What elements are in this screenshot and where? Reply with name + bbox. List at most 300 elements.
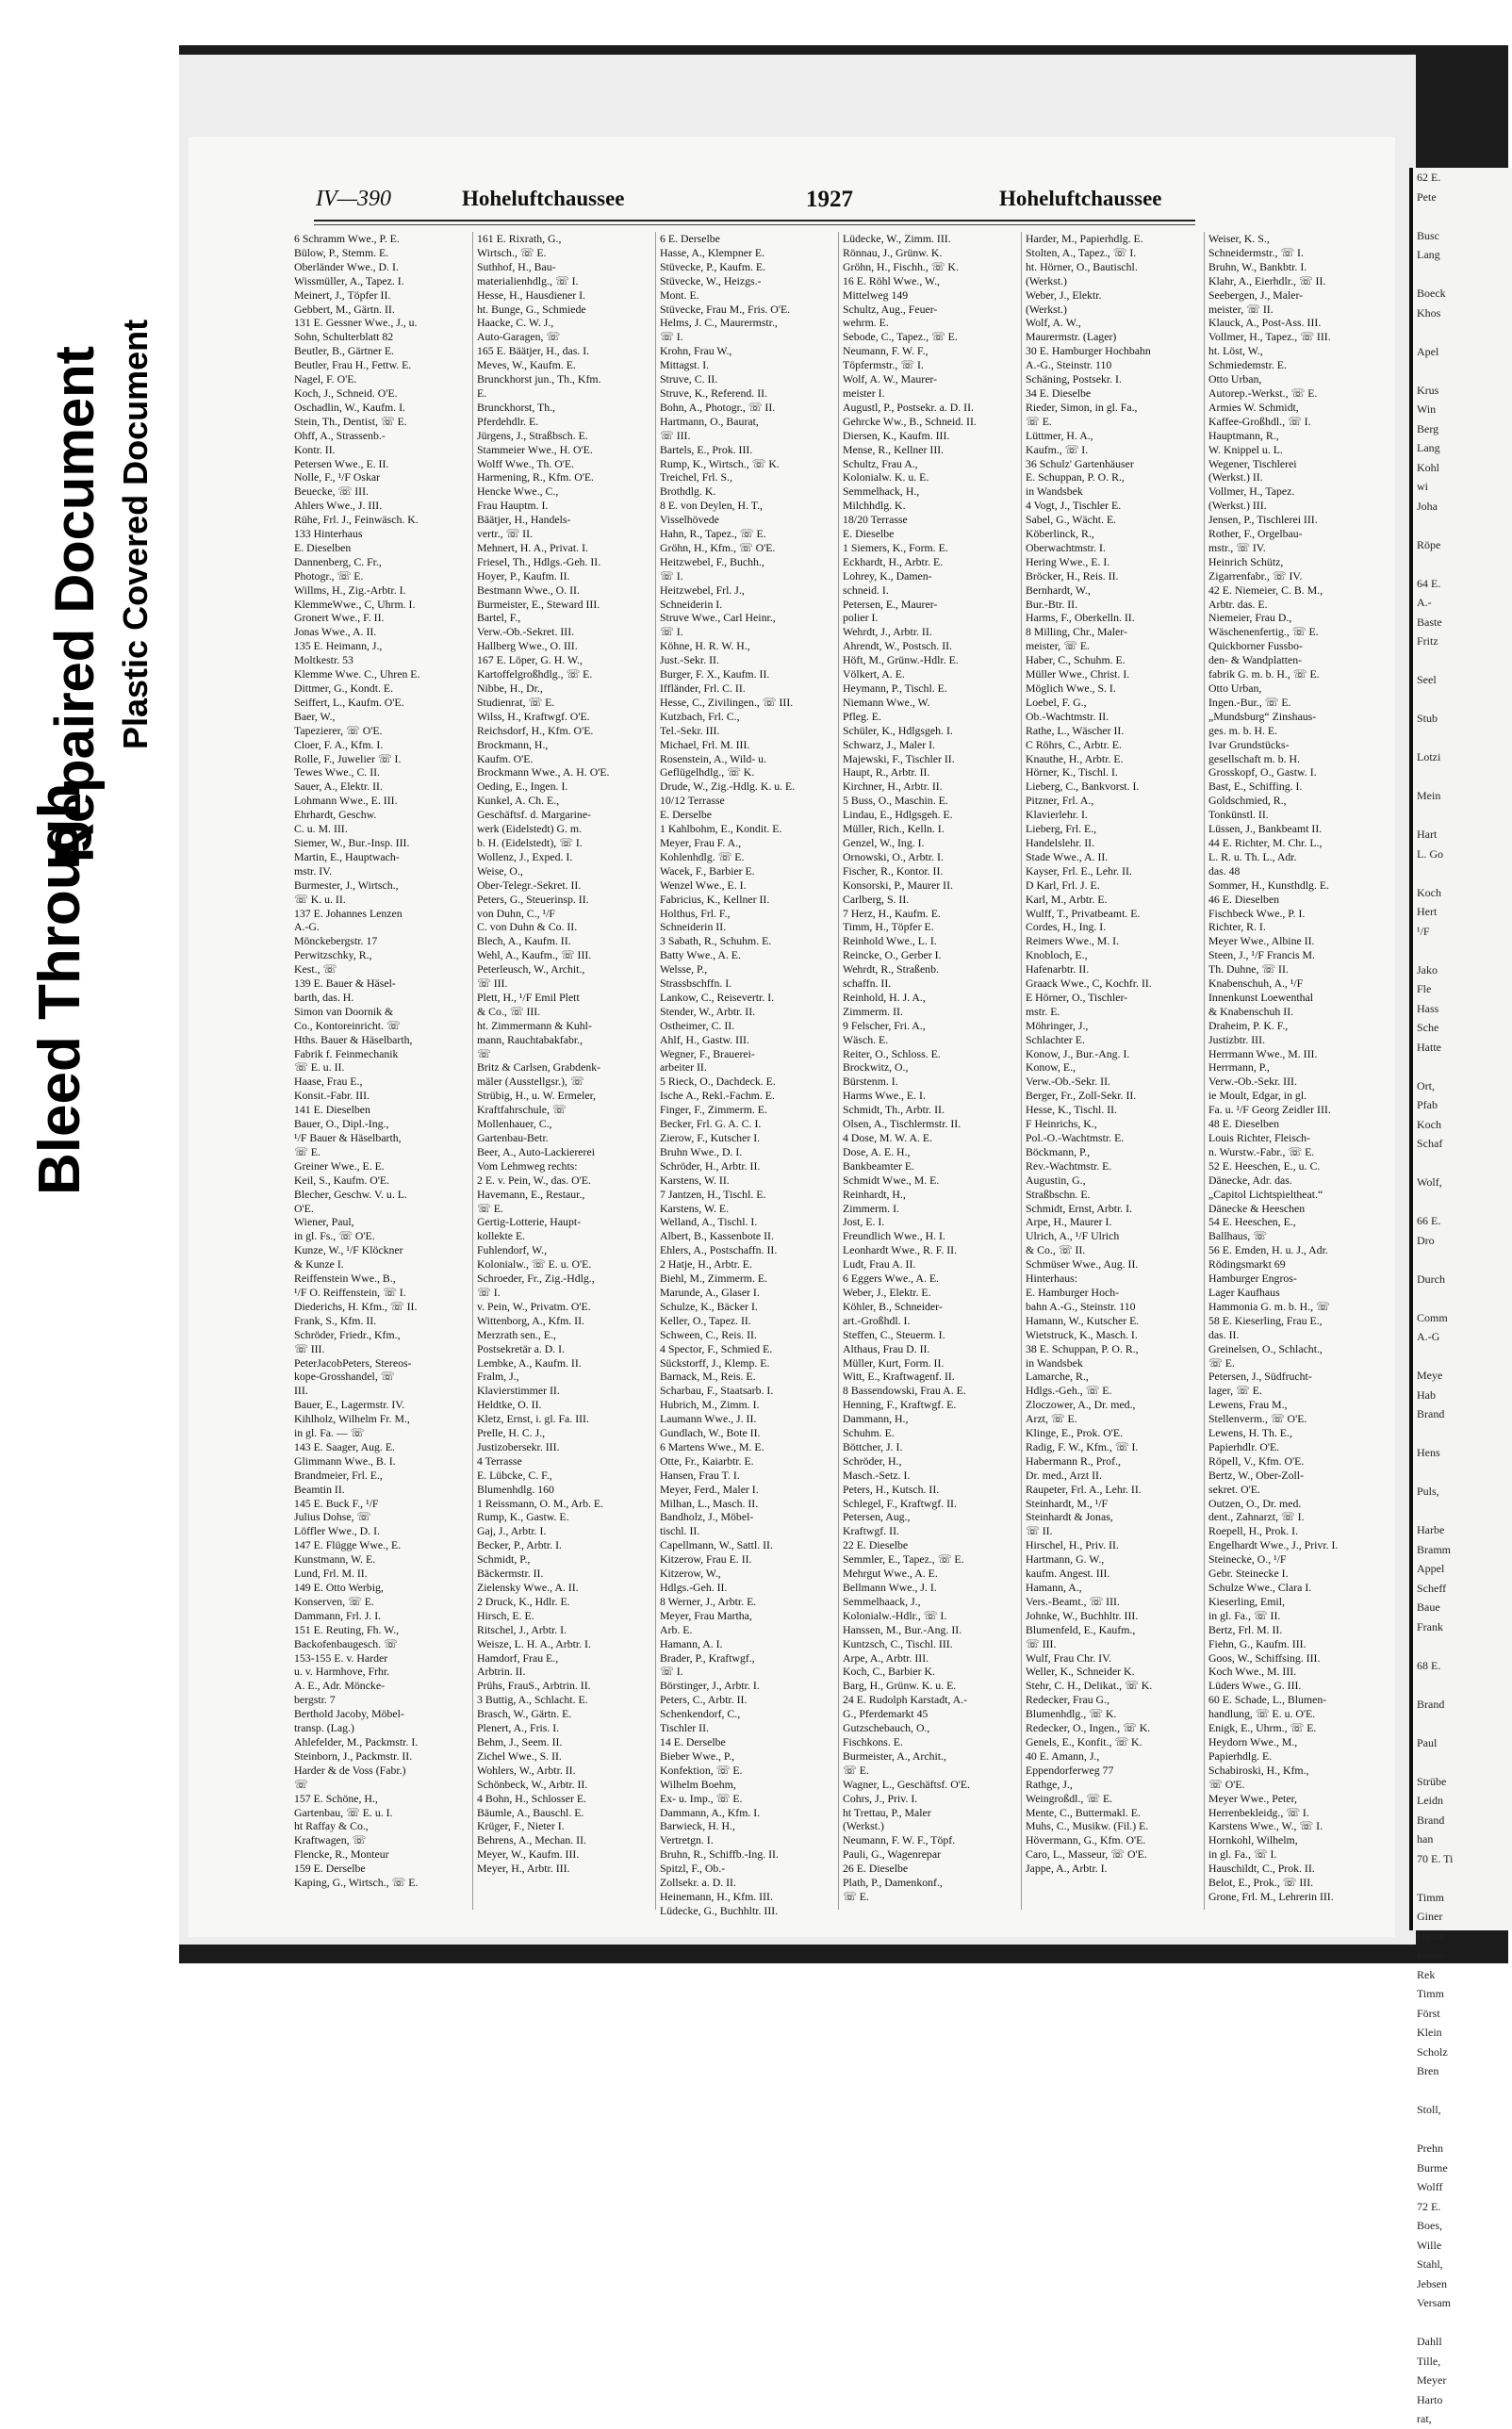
directory-entry-line: Mittelweg 149 — [843, 287, 909, 302]
directory-entry-line: Heitzwebel, F., Buchh., — [660, 554, 764, 568]
directory-entry-line: 5 Rieck, O., Dachdeck. E. — [660, 1075, 776, 1089]
directory-entry-line: Kletz, Ernst, i. gl. Fa. III. — [477, 1412, 589, 1426]
directory-entry-line: C. u. M. III. — [294, 822, 348, 836]
directory-entry-line: Kraftfahrschule, ☏ — [477, 1103, 567, 1117]
directory-entry-line: 40 E. Amann, J., — [1026, 1748, 1100, 1763]
directory-entry-line: ht. Löst, W., — [1208, 344, 1263, 358]
directory-entry-line: Reincke, O., Gerber I. — [843, 948, 942, 962]
directory-entry-line: barth, das. H. — [294, 990, 354, 1004]
directory-entry-line: Bohn, A., Photogr., ☏ II. — [660, 400, 776, 414]
directory-entry-line: Nolle, F., ¹/F Oskar — [294, 470, 381, 484]
directory-entry-line: ☏ I. — [660, 330, 683, 344]
directory-entry-line: Schönbeck, W., Arbtr. II. — [477, 1777, 588, 1791]
facing-page-line — [1413, 1154, 1512, 1173]
side-labels — [0, 0, 179, 1320]
facing-page-line: Hatte — [1417, 1040, 1441, 1054]
directory-entry-line: Burmeister, E., Steward III. — [477, 597, 600, 611]
directory-entry-line: 4 Dose, M. W. A. E. — [843, 1131, 933, 1144]
directory-entry-line: 18/20 Terrasse — [843, 513, 908, 527]
directory-entry-line: Berger, Fr., Zoll-Sekr. II. — [1026, 1089, 1137, 1103]
directory-entry-line: Wenzel Wwe., E. I. — [660, 878, 747, 892]
directory-entry-line: kaufm. Angest. III. — [1026, 1567, 1110, 1581]
directory-entry-line: E. Hamburger Hoch- — [1026, 1285, 1120, 1299]
facing-page-line: Stoll, — [1417, 2103, 1441, 2116]
directory-entry-line: Möhringer, J., — [1026, 1018, 1089, 1032]
directory-entry-line: Rathe, L., Wäscher II. — [1026, 723, 1125, 737]
directory-entry-line: Hirschel, H., Priv. II. — [1026, 1538, 1119, 1552]
directory-entry-line: Fabricius, K., Kellner II. — [660, 892, 770, 906]
directory-entry-line: Welsse, P., — [660, 962, 708, 977]
directory-entry-line: (Werkst.) — [843, 1819, 884, 1833]
directory-entry-line: Iffländer, Frl. C. II. — [660, 681, 746, 695]
directory-entry-line: lager, ☏ E. — [1208, 1384, 1262, 1398]
directory-entry-line: Klavierlehr. I. — [1026, 808, 1088, 822]
directory-entry-line: Sückstorff, J., Klemp. E. — [660, 1355, 770, 1370]
facing-page-line: Prehn — [1417, 2142, 1443, 2155]
column-divider — [838, 232, 839, 1910]
directory-entry-line: Burmeister, A., Archit., — [843, 1748, 946, 1763]
directory-entry-line: in gl. Fa., ☏ I. — [1208, 1847, 1277, 1862]
directory-entry-line: Hauptmann, R., — [1208, 428, 1279, 442]
directory-entry-line: Barwieck, H. H., — [660, 1819, 735, 1833]
directory-entry-line: Prühs, FrauS., Arbtrin. II. — [477, 1679, 591, 1693]
directory-entry-line: Rolle, F., Juwelier ☏ I. — [294, 751, 402, 765]
directory-entry-line: E Hörner, O., Tischler- — [1026, 990, 1128, 1004]
directory-entry-line: Fabrik f. Feinmechanik — [294, 1046, 399, 1060]
directory-entry-line: Gundlach, W., Bote II. — [660, 1426, 761, 1440]
directory-entry-line: Studienrat, ☏ E. — [477, 695, 555, 709]
directory-entry-line: Kraftwgf. II. — [843, 1524, 899, 1538]
directory-entry-line: Dose, A. E. H., — [843, 1144, 911, 1158]
facing-page-line — [1413, 554, 1512, 574]
directory-entry-line: Genels, E., Konfit., ☏ K. — [1026, 1734, 1142, 1748]
directory-entry-line: Ulrich, A., ¹/F Ulrich — [1026, 1229, 1120, 1243]
directory-entry-line: Kolonialw., ☏ E. u. O'E. — [477, 1257, 592, 1272]
directory-entry-line: Kutzbach, Frl. C., — [660, 709, 740, 723]
directory-entry-line: ☏ K. u. II. — [294, 892, 346, 906]
directory-entry-line: Richter, R. I. — [1208, 920, 1266, 934]
directory-entry-line: Spitzl, F., Ob.- — [660, 1862, 726, 1876]
facing-page-line — [1413, 729, 1512, 748]
directory-entry-line: Steen, J., ¹/F Francis M. — [1208, 948, 1315, 962]
directory-entry-line: 56 E. Emden, H. u. J., Adr. — [1208, 1243, 1328, 1257]
directory-entry-line: Jappe, A., Arbtr. I. — [1026, 1862, 1108, 1876]
directory-entry-line: Gartenbau, ☏ E. u. I. — [294, 1805, 393, 1819]
directory-entry-line: Witt, E., Kraftwagenf. II. — [843, 1370, 955, 1384]
directory-entry-line: Michael, Frl. M. III. — [660, 737, 750, 751]
facing-page-line — [1413, 863, 1512, 883]
facing-page-line: Giner — [1417, 1910, 1443, 1923]
directory-entry-line: Reinhold Wwe., L. I. — [843, 934, 937, 948]
directory-entry-line: transp. (Lag.) — [294, 1721, 354, 1735]
directory-entry-line: wehrm. E. — [843, 316, 889, 330]
directory-entry-line: Rev.-Wachtmstr. E. — [1026, 1158, 1112, 1173]
directory-entry-line: Laumann Wwe., J. II. — [660, 1412, 757, 1426]
directory-entry-line: Wilhelm Boehm, — [660, 1777, 736, 1791]
directory-entry-line: Reinhardt, H., — [843, 1187, 906, 1201]
directory-entry-line: Kontr. II. — [294, 442, 336, 456]
directory-entry-line: Ahlers Wwe., J. III. — [294, 499, 383, 513]
facing-page-line: Kohl — [1417, 460, 1439, 474]
directory-entry-line: Radig, F. W., Kfm., ☏ I. — [1026, 1439, 1139, 1453]
directory-entry-line: Steinhardt & Jonas, — [1026, 1510, 1113, 1524]
directory-entry-line: Schultz, Aug., Feuer- — [843, 302, 938, 316]
directory-entry-line: Zichel Wwe., S. II. — [477, 1748, 562, 1763]
directory-entry-line: Hammonia G. m. b. H., ☏ — [1208, 1299, 1330, 1313]
facing-page-line: 70 E. Ti — [1417, 1851, 1454, 1865]
directory-entry-line: Vollmer, H., Tapez. — [1208, 484, 1295, 499]
directory-entry-line: Blumenfeld, E., Kaufm., — [1026, 1622, 1136, 1636]
directory-entry-line: Mente, C., Buttermakl. E. — [1026, 1805, 1141, 1819]
directory-entry-line: 14 E. Derselbe — [660, 1734, 726, 1748]
directory-entry-line: Lüders Wwe., G. III. — [1208, 1679, 1302, 1693]
directory-entry-line: Bellmann Wwe., J. I. — [843, 1581, 937, 1594]
directory-entry-line: Justizbtr. III. — [1208, 1032, 1265, 1046]
facing-page-line: Hab — [1417, 1387, 1436, 1402]
directory-entry-line: Schneidermstr., ☏ I. — [1208, 245, 1304, 259]
directory-entry-line: ☏ E. u. II. — [294, 1060, 345, 1075]
directory-entry-line: Sommer, H., Kunsthdlg. E. — [1208, 878, 1329, 892]
directory-entry-line: Ostheimer, C. II. — [660, 1018, 735, 1032]
directory-entry-line: Raupeter, Frl. A., Lehr. II. — [1026, 1482, 1142, 1496]
directory-entry-line: Kaufm. O'E. — [477, 751, 534, 765]
directory-entry-line: ☏ E. — [294, 1144, 320, 1158]
directory-entry-line: mann, Rauchtabakfabr., — [477, 1032, 583, 1046]
directory-entry-line: bahn A.-G., Steinstr. 110 — [1026, 1299, 1136, 1313]
directory-entry-line: Pitzner, Frl. A., — [1026, 794, 1094, 808]
directory-entry-line: Bast, E., Schiffing. I. — [1208, 780, 1303, 794]
directory-entry-line: Herrmann, P., — [1208, 1060, 1270, 1075]
directory-entry-line: Heymann, P., Tischl. E. — [843, 681, 947, 695]
directory-entry-line: Belot, E., Prok., ☏ III. — [1208, 1876, 1314, 1890]
directory-entry-line: schaffn. II. — [843, 977, 892, 991]
facing-page-line — [1413, 1502, 1512, 1521]
directory-entry-line: Schäning, Postsekr. I. — [1026, 372, 1122, 386]
directory-entry-line: Schröder, Friedr., Kfm., — [294, 1327, 401, 1341]
directory-entry-line: 60 E. Schade, L., Blumen- — [1208, 1693, 1327, 1707]
facing-page-line — [1413, 361, 1512, 381]
directory-entry-line: Stellenverm., ☏ O'E. — [1208, 1412, 1307, 1426]
directory-entry-line: Gebr. Steinecke I. — [1208, 1567, 1289, 1581]
directory-entry-line: Hansen, Frau T. I. — [660, 1468, 740, 1482]
directory-entry-line: Leonhardt Wwe., R. F. II. — [843, 1243, 958, 1257]
plastic-covered-label: Plastic Covered Document — [116, 319, 155, 749]
directory-entry-line: Rühe, Frl. J., Feinwäsch. K. — [294, 513, 419, 527]
directory-entry-line: Finger, F., Zimmerm. E. — [660, 1103, 767, 1117]
directory-entry-line: Hinterhaus: — [1026, 1272, 1078, 1286]
directory-entry-line: Haber, C., Schuhm. E. — [1026, 653, 1126, 667]
directory-column — [843, 232, 1016, 1910]
directory-entry-line: Roepell, H., Prok. I. — [1208, 1524, 1299, 1538]
facing-page-line: Harbe — [1417, 1523, 1445, 1536]
facing-page-line: Meyer — [1417, 2373, 1447, 2387]
directory-entry-line: Gutzschebauch, O., — [843, 1721, 930, 1735]
directory-entry-line: Fa. u. ¹/F Georg Zeidler III. — [1208, 1103, 1331, 1117]
directory-entry-line: Capellmann, W., Sattl. II. — [660, 1538, 773, 1552]
directory-entry-line: Papierhdlr. O'E. — [1208, 1439, 1280, 1453]
directory-column — [477, 232, 650, 1910]
directory-entry-line: Geschäftsf. d. Margarine- — [477, 808, 591, 822]
directory-entry-line: Dittmer, G., Kondt. E. — [294, 681, 394, 695]
directory-entry-line: Oberwachtmstr. I. — [1026, 540, 1106, 554]
directory-entry-line: Meyer, Frau F. A., — [660, 835, 742, 849]
directory-entry-line: Kitzerow, W., — [660, 1567, 721, 1581]
facing-page-line: Wolf, — [1417, 1175, 1442, 1189]
directory-entry-line: Stammeier Wwe., H. O'E. — [477, 442, 593, 456]
directory-entry-line: Gröhn, H., Fischh., ☏ K. — [843, 259, 959, 273]
directory-entry-line: arbeiter II. — [660, 1060, 707, 1075]
directory-entry-line: Goldschmied, R., — [1208, 794, 1287, 808]
directory-entry-line: 8 Bassendowski, Frau A. E. — [843, 1384, 966, 1398]
directory-entry-line: kope-Grosshandel, ☏ — [294, 1370, 395, 1384]
directory-entry-line: Semmelhack, H., — [843, 484, 920, 499]
directory-entry-line: ☏ I. — [660, 1665, 683, 1679]
directory-entry-line: Mense, R., Kellner III. — [843, 442, 945, 456]
directory-entry-line: 145 E. Buck F., ¹/F — [294, 1496, 379, 1510]
directory-entry-line: Grosskopf, O., Gastw. I. — [1208, 765, 1317, 780]
directory-entry-line: Knauthe, H., Arbtr. E. — [1026, 751, 1124, 765]
street-heading-right: Hoheluftchaussee — [999, 187, 1162, 210]
directory-entry-line: in gl. Fa., ☏ II. — [1208, 1608, 1281, 1622]
facing-page-line: Boeck — [1417, 287, 1446, 300]
facing-page-line: Joha — [1417, 499, 1438, 513]
directory-columns — [294, 232, 1397, 1917]
directory-entry-line: Heitzwebel, Frl. J., — [660, 583, 745, 597]
directory-entry-line: Stein, Th., Dentist, ☏ E. — [294, 414, 407, 428]
directory-entry-line: Milchhdlg. K. — [843, 499, 906, 513]
directory-entry-line: Bruhn Wwe., D. I. — [660, 1144, 743, 1158]
facing-page-line: 62 E. — [1417, 171, 1441, 184]
directory-entry-line: Wagner, L., Geschäftsf. O'E. — [843, 1777, 971, 1791]
directory-entry-line: Reiffenstein Wwe., B., — [294, 1272, 396, 1286]
directory-entry-line: Hörner, K., Tischl. I. — [1026, 765, 1118, 780]
directory-entry-line: Wulf, Frau Chr. IV. — [1026, 1650, 1112, 1665]
directory-entry-line: 2 Hatje, H., Arbtr. E. — [660, 1257, 752, 1272]
directory-entry-line: ¹/F Bauer & Häselbarth, — [294, 1131, 402, 1144]
directory-entry-line: Mehnert, H. A., Privat. I. — [477, 540, 588, 554]
directory-entry-line: Schlegel, F., Kraftwgf. II. — [843, 1496, 957, 1510]
directory-entry-line: Semmler, E., Tapez., ☏ E. — [843, 1552, 964, 1567]
directory-entry-line: Backofenbaugesch. ☏ — [294, 1636, 398, 1650]
directory-entry-line: Schenkendorf, C., — [660, 1707, 741, 1721]
facing-page-line: 66 E. — [1417, 1214, 1441, 1227]
directory-entry-line: Weber, J., Elektr. E. — [843, 1285, 931, 1299]
directory-entry-line: Lieberg, C., Bankvorst. I. — [1026, 780, 1140, 794]
directory-entry-line: Müller, Rich., Kelln. I. — [843, 822, 945, 836]
directory-entry-line: Holthus, Frl. F., — [660, 906, 731, 920]
directory-entry-line: Behm, J., Seem. II. — [477, 1734, 563, 1748]
directory-entry-line: ☏ I. — [477, 1285, 501, 1299]
directory-entry-line: Fischbeck Wwe., P. I. — [1208, 906, 1306, 920]
directory-entry-line: tischl. II. — [660, 1524, 700, 1538]
directory-entry-line: Ahrendt, W., Postsch. II. — [843, 639, 952, 653]
facing-page-line: Hasse — [1417, 1928, 1444, 1943]
directory-entry-line: Keller, O., Tapez. II. — [660, 1313, 751, 1327]
directory-entry-line: Köhler, B., Schneider- — [843, 1299, 943, 1313]
directory-entry-line: Steffen, C., Steuerm. I. — [843, 1327, 945, 1341]
directory-entry-line: Meyer, H., Arbtr. III. — [477, 1862, 570, 1876]
directory-entry-line: Brunckhorst, Th., — [477, 400, 556, 414]
facing-page-line: Seel — [1417, 673, 1437, 686]
directory-entry-line: Heinrich Schütz, — [1208, 554, 1284, 568]
directory-entry-line: Habermann R., Prof., — [1026, 1453, 1121, 1468]
directory-entry-line: Rödingsmarkt 69 — [1208, 1257, 1286, 1272]
facing-page-line: Timm — [1417, 1987, 1444, 2000]
directory-entry-line: Simon van Doornik & — [294, 1004, 394, 1018]
directory-entry-line: Schulze, K., Bäcker I. — [660, 1299, 758, 1313]
directory-entry-line: 1 Siemers, K., Form. E. — [843, 540, 948, 554]
directory-entry-line: Böckmann, P., — [1026, 1144, 1091, 1158]
directory-entry-line: Kohlenhdlg. ☏ E. — [660, 849, 745, 863]
directory-entry-line: ☏ E. — [843, 1763, 869, 1777]
directory-entry-line: Wulff, T., Privatbeamt. E. — [1026, 906, 1141, 920]
directory-entry-line: Helms, J. C., Maurermstr., — [660, 316, 778, 330]
directory-entry-line: Köhne, H. R. W. H., — [660, 639, 750, 653]
directory-entry-line: Niemann Wwe., W. — [843, 695, 930, 709]
facing-page-line: Wille — [1417, 2238, 1442, 2252]
directory-entry-line: Cloer, F. A., Kfm. I. — [294, 737, 384, 751]
directory-entry-line: Kolonialw. K. u. E. — [843, 470, 929, 484]
directory-entry-line: von Duhn, C., ¹/F — [477, 906, 555, 920]
directory-entry-line: Sohn, Schulterblatt 82 — [294, 330, 394, 344]
directory-entry-line: Diersen, K., Kaufm. III. — [843, 428, 950, 442]
directory-entry-line: 38 E. Schuppan, P. O. R., — [1026, 1341, 1139, 1355]
directory-entry-line: 161 E. Rixrath, G., — [477, 232, 562, 245]
facing-page-line — [1413, 1192, 1512, 1212]
facing-page-line — [1413, 265, 1512, 285]
directory-entry-line: Reichsdorf, H., Kfm. O'E. — [477, 723, 594, 737]
directory-entry-line: ☏ O'E. — [1208, 1777, 1245, 1791]
facing-page-line: Wolff — [1417, 2180, 1443, 2193]
directory-entry-line: ☏ E. — [843, 1889, 869, 1903]
directory-entry-line: in Wandsbek — [1026, 484, 1083, 499]
facing-page-line — [1413, 941, 1512, 960]
directory-entry-line: 5 Buss, O., Maschin. E. — [843, 794, 948, 808]
facing-page-line: Brand — [1417, 1407, 1445, 1420]
directory-entry-line: Goos, W., Schiffsing. III. — [1208, 1650, 1321, 1665]
directory-entry-line: ☏ I. — [660, 625, 683, 639]
facing-page-line: Leidn — [1417, 1794, 1443, 1807]
directory-entry-line: 6 Eggers Wwe., A. E. — [843, 1272, 940, 1286]
directory-entry-line: ¹/F O. Reiffenstein, ☏ I. — [294, 1285, 406, 1299]
directory-entry-line: Meinert, J., Töpfer II. — [294, 287, 391, 302]
directory-entry-line: Konow, E., — [1026, 1060, 1076, 1075]
directory-entry-line: Justizobersekr. III. — [477, 1439, 560, 1453]
facing-page-line: Brand — [1417, 1813, 1445, 1827]
directory-entry-line: Freundlich Wwe., H. I. — [843, 1229, 945, 1243]
directory-entry-line: Lieberg, Frl. E., — [1026, 822, 1097, 836]
directory-entry-line: Greiner Wwe., E. E. — [294, 1158, 385, 1173]
directory-entry-line: Karl, M., Arbtr. E. — [1026, 892, 1108, 906]
directory-entry-line: Schroeder, Fr., Zig.-Hdlg., — [477, 1272, 595, 1286]
directory-entry-line: Wittenborg, A., Kfm. II. — [477, 1313, 584, 1327]
directory-entry-line: & Knabenschuh II. — [1208, 1004, 1294, 1018]
directory-entry-line: Schneiderin II. — [660, 920, 727, 934]
directory-entry-line: Frank, S., Kfm. II. — [294, 1313, 377, 1327]
directory-entry-line: Arpe, A., Arbtr. III. — [843, 1650, 929, 1665]
directory-entry-line: Vollmer, H., Tapez., ☏ III. — [1208, 330, 1331, 344]
directory-entry-line: Lohmann Wwe., E. III. — [294, 794, 398, 808]
directory-entry-line: Jost, E. I. — [843, 1215, 885, 1229]
directory-entry-line: Carlberg, S. II. — [843, 892, 910, 906]
directory-entry-line: ☏ II. — [1026, 1524, 1053, 1538]
directory-entry-line: v. Pein, W., Privatm. O'E. — [477, 1299, 591, 1313]
facing-page-line — [1413, 1463, 1512, 1483]
directory-entry-line: ht. Zimmermann & Kuhl- — [477, 1018, 592, 1032]
facing-page-line — [1413, 1347, 1512, 1367]
directory-entry-line: Maurermstr. (Lager) — [1026, 330, 1117, 344]
facing-page-line — [1413, 1057, 1512, 1076]
directory-entry-line: Wollenz, J., Exped. I. — [477, 849, 573, 863]
directory-entry-line: Steinecke, O., ¹/F — [1208, 1552, 1287, 1567]
facing-page-line: Kraus — [1417, 1948, 1444, 1961]
directory-entry-line: Lüdecke, W., Zimm. III. — [843, 232, 951, 245]
directory-entry-line: 143 E. Saager, Aug. E. — [294, 1439, 395, 1453]
facing-page-line — [1413, 516, 1512, 535]
directory-entry-line: Nagel, F. O'E. — [294, 372, 357, 386]
directory-entry-line: Welland, A., Tischl. I. — [660, 1215, 758, 1229]
directory-entry-line: Ingen.-Bur., ☏ E. — [1208, 695, 1291, 709]
directory-entry-line: ges. m. b. H. E. — [1208, 723, 1278, 737]
directory-column — [294, 232, 468, 1910]
directory-entry-line: 48 E. Dieselben — [1208, 1117, 1280, 1131]
directory-entry-line: 6 Schramm Wwe., P. E. — [294, 232, 400, 245]
directory-entry-line: fabrik G. m. b. H., ☏ E. — [1208, 667, 1320, 681]
directory-entry-line: Lüssen, J., Bankbeamt II. — [1208, 822, 1323, 836]
facing-page-line: Harto — [1417, 2392, 1443, 2406]
facing-page-line — [1413, 806, 1512, 826]
directory-entry-line: Wolf, A. W., Maurer- — [843, 372, 938, 386]
directory-entry-line: Otto Urban, — [1208, 372, 1262, 386]
directory-entry-line: Hövermann, G., Kfm. O'E. — [1026, 1833, 1146, 1847]
directory-entry-line: ht Raffay & Co., — [294, 1819, 369, 1833]
directory-entry-line: Brockmann, H., — [477, 737, 549, 751]
directory-entry-line: Fuhlendorf, W., — [477, 1243, 548, 1257]
directory-entry-line: Bur.-Btr. II. — [1026, 597, 1078, 611]
directory-entry-line: Prelle, H. C. J., — [477, 1426, 546, 1440]
facing-page-line: Pfab — [1417, 1098, 1438, 1111]
directory-entry-line: Harms Wwe., E. I. — [843, 1089, 926, 1103]
facing-page-line: Bramm — [1417, 1542, 1451, 1556]
directory-entry-line: Semmelhaack, J., — [843, 1594, 921, 1608]
directory-entry-line: Herrmann Wwe., M. III. — [1208, 1046, 1318, 1060]
directory-entry-line: Batty Wwe., A. E. — [660, 948, 741, 962]
directory-entry-line: C. von Duhn & Co. II. — [477, 920, 578, 934]
directory-entry-line: Wehrdt, R., Straßenb. — [843, 962, 939, 977]
directory-entry-line: L. R. u. Th. L., Adr. — [1208, 849, 1297, 863]
directory-entry-line: Kaffee-Großhdl., ☏ I. — [1208, 414, 1311, 428]
directory-entry-line: Wehrdt, J., Arbtr. II. — [843, 625, 932, 639]
directory-entry-line: Hesse, H., Hausdiener I. — [477, 287, 585, 302]
directory-entry-line: Meyer Wwe., Peter, — [1208, 1791, 1297, 1805]
directory-entry-line: Arbtr. das. E. — [1208, 597, 1268, 611]
directory-entry-line: Petersen, Aug., — [843, 1510, 911, 1524]
directory-entry-line: Kaufm., ☏ I. — [1026, 442, 1089, 456]
directory-entry-line: 151 E. Reuting, Fh. W., — [294, 1622, 400, 1636]
directory-entry-line: Bülow, P., Stemm. E. — [294, 245, 389, 259]
facing-page-line: Baue — [1417, 1600, 1440, 1614]
directory-entry-line: Willms, H., Zig.-Arbtr. I. — [294, 583, 406, 597]
directory-entry-line: Krüger, F., Nieter I. — [477, 1819, 565, 1833]
directory-entry-line: Beamtin II. — [294, 1482, 345, 1496]
directory-entry-line: Tischler II. — [660, 1721, 709, 1735]
directory-entry-line: Augustl, P., Postsekr. a. D. II. — [843, 400, 974, 414]
facing-page-line — [1413, 2313, 1512, 2333]
directory-entry-line: E. Dieselben — [294, 540, 352, 554]
directory-entry-line: Pol.-O.-Wachtmstr. E. — [1026, 1131, 1125, 1144]
directory-entry-line: Schüler, K., Hdlgsgeh. I. — [843, 723, 953, 737]
directory-entry-line: Bäckermstr. II. — [477, 1567, 544, 1581]
